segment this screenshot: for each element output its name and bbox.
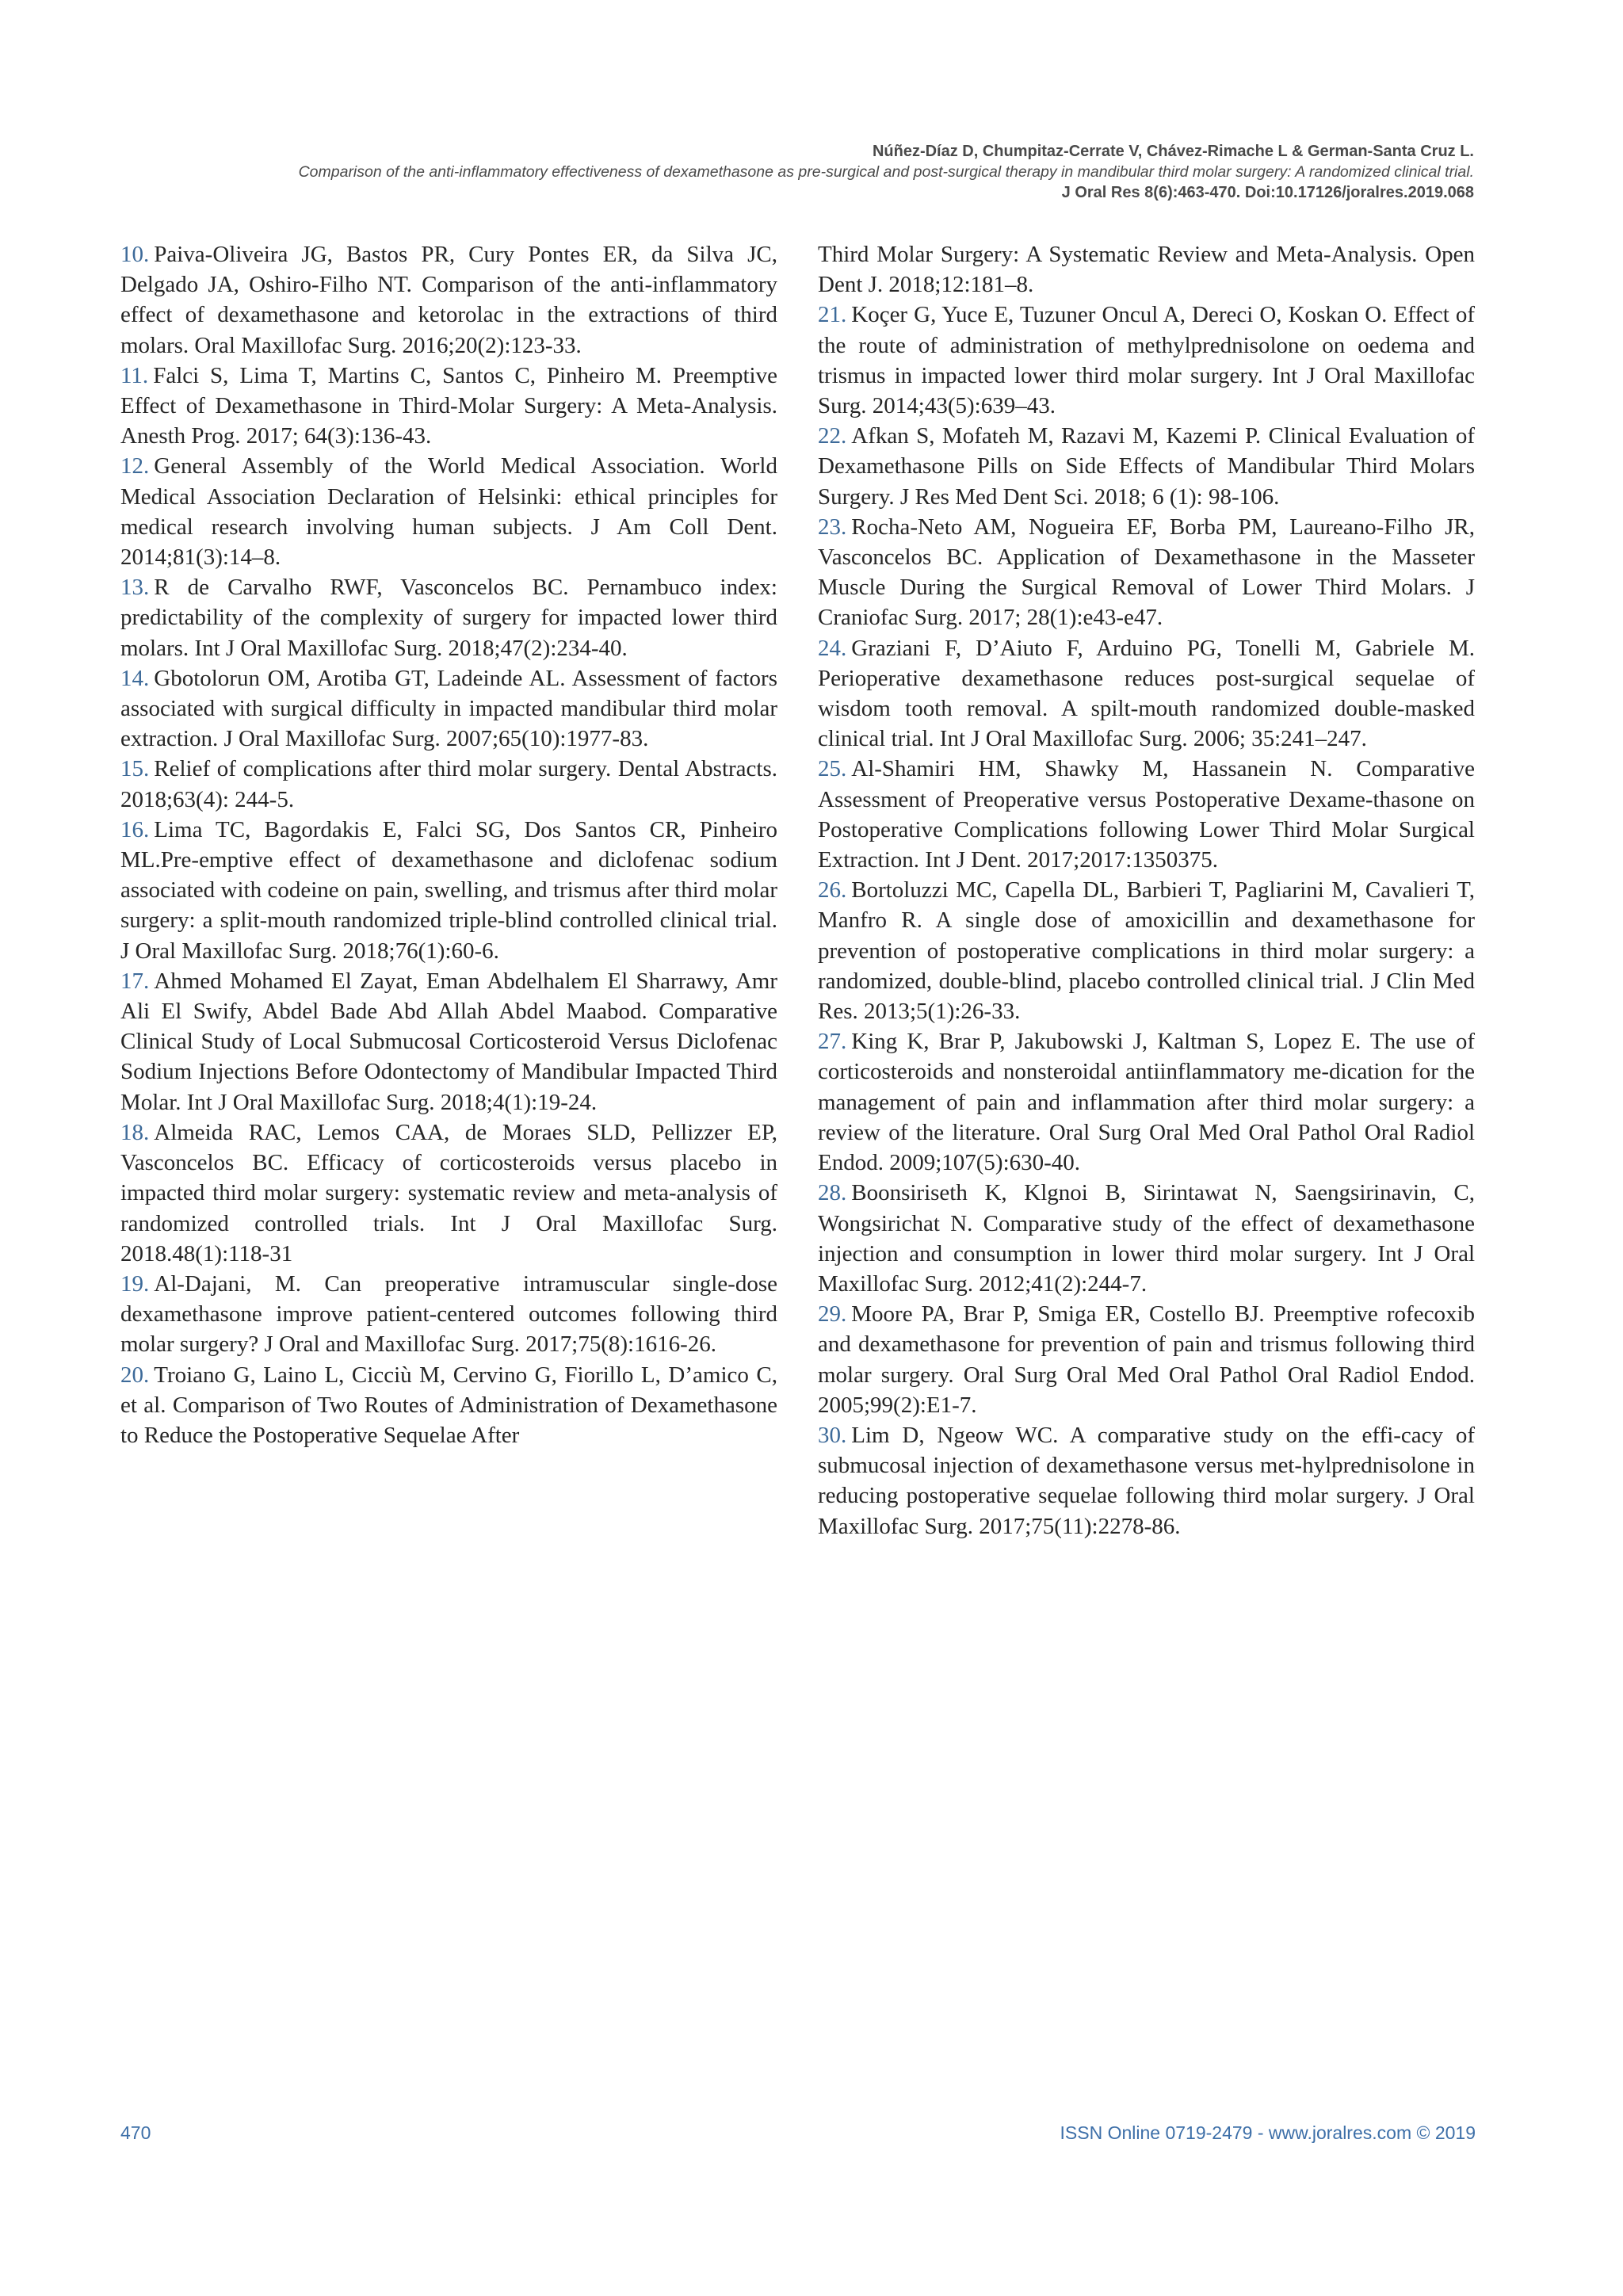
reference-number: 20. xyxy=(120,1362,150,1388)
reference-text: R de Carvalho RWF, Vasconcelos BC. Pernambuco index: predictability of the complexity of surgery for impacted lower third molars. Int J Oral Maxillofac Surg. 2018;47(2):234-40. xyxy=(120,575,777,661)
reference-number: 26. xyxy=(818,877,847,904)
reference-text: Relief of complications after third molar surgery. Dental Abstracts. 2018;63(4): 244-5. xyxy=(120,756,777,812)
reference-13 xyxy=(120,572,777,663)
references-left-column xyxy=(120,239,777,1450)
reference-text: Boonsiriseth K, Klgnoi B, Sirintawat N, Saengsirinavin, C, Wongsirichat N. Comparative study of the effect of dexamethasone injection and consumption in lower third molar surgery. Int J Oral Maxillofac Surg. 2012;41(2):244-7. xyxy=(818,1180,1475,1297)
reference-number: 13. xyxy=(120,575,150,601)
page-number: 470 xyxy=(120,2122,151,2143)
reference-12 xyxy=(120,451,777,572)
reference-24 xyxy=(818,633,1475,755)
header-article-title: Comparison of the anti-inflammatory effectiveness of dexamethasone as pre-surgical and post-surgical therapy in mandibular third molar surgery: A randomized clinical trial. xyxy=(298,163,1474,181)
reference-16 xyxy=(120,815,777,966)
reference-15 xyxy=(120,754,777,814)
reference-20-continued xyxy=(818,239,1475,300)
reference-text: Bortoluzzi MC, Capella DL, Barbieri T, Pagliarini M, Cavalieri T, Manfro R. A single dose of amoxicillin and dexamethasone for prevention of postoperative complications in third molar surgery: a randomized, double-blind, placebo controlled clinical trial. J Clin Med Res. 2013;5(1):26-33. xyxy=(818,877,1475,1025)
reference-text: Rocha-Neto AM, Nogueira EF, Borba PM, Laureano-Filho JR, Vasconcelos BC. Application of Dexamethasone in the Masseter Muscle During the Surgical Removal of Lower Third Molars. J Craniofac Surg. 2017; 28(1):e43-e47. xyxy=(818,514,1475,631)
reference-text: Ahmed Mohamed El Zayat, Eman Abdelhalem El Sharrawy, Amr Ali El Swify, Abdel Bade Abd Allah Abdel Maabod. Comparative Clinical Study of Local Submucosal Corticosteroid Versus Diclofenac Sodium Injections Before Odontectomy of Mandibular Impacted Third Molar. Int J Oral Maxillofac Surg. 2018;4(1):19-24. xyxy=(120,968,777,1115)
reference-10 xyxy=(120,239,777,361)
reference-number: 12. xyxy=(120,453,150,479)
reference-30 xyxy=(818,1420,1475,1541)
reference-number: 27. xyxy=(818,1029,847,1055)
reference-14 xyxy=(120,663,777,755)
header-authors: Núñez-Díaz D, Chumpitaz-Cerrate V, Chávez-Rimache L & German-Santa Cruz L. xyxy=(872,143,1474,160)
reference-11 xyxy=(120,361,777,452)
reference-number: 21. xyxy=(818,302,847,328)
reference-text: Graziani F, D’Aiuto F, Arduino PG, Tonelli M, Gabriele M. Perioperative dexamethasone reduces post-surgical sequelae of wisdom tooth removal. A spilt-mouth randomized double-masked clinical trial. Int J Oral Maxillofac Surg. 2006; 35:241–247. xyxy=(818,635,1475,752)
reference-text: Al-Dajani, M. Can preoperative intramuscular single-dose dexamethasone improve patient-centered outcomes following third molar surgery? J Oral and Maxillofac Surg. 2017;75(8):1616-26. xyxy=(120,1270,777,1358)
reference-text: General Assembly of the World Medical Association. World Medical Association Declaration of Helsinki: ethical principles for medical research involving human subjects. J Am Coll Dent. 2014;81(3):14–8. xyxy=(120,453,777,571)
reference-19 xyxy=(120,1269,777,1360)
header-citation: J Oral Res 8(6):463-470. Doi:10.17126/joralres.2019.068 xyxy=(1061,184,1474,201)
reference-number: 28. xyxy=(818,1180,847,1206)
reference-17 xyxy=(120,966,777,1117)
reference-text: Al-Shamiri HM, Shawky M, Hassanein N. Comparative Assessment of Preoperative versus Postoperative Dexame-thasone on Postoperative Complications following Lower Third Molar Surgical Extraction. Int J Dent. 2017;2017:1350375. xyxy=(818,756,1475,873)
reference-text: Gbotolorun OM, Arotiba GT, Ladeinde AL. Assessment of factors associated with surgical difficulty in impacted mandibular third molar extraction. J Oral Maxillofac Surg. 2007;65(10):1977-83. xyxy=(120,665,777,752)
reference-18 xyxy=(120,1117,777,1269)
reference-text: Troiano G, Laino L, Cicciù M, Cervino G, Fiorillo L, D’amico C, et al. Comparison of Two Routes of Administration of Dexamethasone to Reduce the Postoperative Sequelae After xyxy=(120,1362,777,1448)
reference-25 xyxy=(818,754,1475,875)
reference-number: 10. xyxy=(120,242,150,267)
reference-number: 24. xyxy=(818,635,847,661)
reference-26 xyxy=(818,875,1475,1026)
reference-number: 22. xyxy=(818,423,847,449)
reference-20 xyxy=(120,1360,777,1451)
reference-28 xyxy=(818,1178,1475,1299)
running-header xyxy=(32,141,1474,203)
reference-number: 23. xyxy=(818,514,847,540)
reference-number: 16. xyxy=(120,816,150,842)
reference-text: Paiva-Oliveira JG, Bastos PR, Cury Pontes ER, da Silva JC, Delgado JA, Oshiro-Filho NT. Comparison of the anti-inflammatory effect of dexamethasone and ketorolac in the extractions of third molars. Oral Maxillofac Surg. 2016;20(2):123-33. xyxy=(120,242,777,358)
reference-23 xyxy=(818,512,1475,633)
reference-number: 17. xyxy=(120,968,150,994)
reference-text: Koçer G, Yuce E, Tuzuner Oncul A, Dereci O, Koskan O. Effect of the route of administration of methylprednisolone on oedema and trismus in impacted lower third molar surgery. Int J Oral Maxillofac Surg. 2014;43(5):639–43. xyxy=(818,302,1475,419)
reference-number: 19. xyxy=(120,1270,150,1297)
journal-issn-link[interactable]: ISSN Online 0719-2479 - www.joralres.com © 2019 xyxy=(1060,2122,1476,2143)
reference-number: 29. xyxy=(818,1301,847,1328)
reference-text: Almeida RAC, Lemos CAA, de Moraes SLD, Pellizzer EP, Vasconcelos BC. Efficacy of corticosteroids versus placebo in impacted third molar surgery: systematic review and meta-analysis of randomized controlled trials. Int J Oral Maxillofac Surg. 2018.48(1):118-31 xyxy=(120,1119,777,1266)
reference-number: 14. xyxy=(120,665,150,691)
reference-number: 11. xyxy=(120,362,149,388)
reference-27 xyxy=(818,1026,1475,1178)
reference-text: Falci S, Lima T, Martins C, Santos C, Pinheiro M. Preemptive Effect of Dexamethasone in Third-Molar Surgery: A Meta-Analysis. Anesth Prog. 2017; 64(3):136-43. xyxy=(120,362,777,449)
reference-number: 30. xyxy=(818,1422,847,1448)
reference-22 xyxy=(818,421,1475,512)
reference-text: Moore PA, Brar P, Smiga ER, Costello BJ. Preemptive rofecoxib and dexamethasone for prevention of pain and trismus following third molar surgery. Oral Surg Oral Med Oral Pathol Oral Radiol Endod. 2005;99(2):E1-7. xyxy=(818,1301,1475,1418)
reference-text: Afkan S, Mofateh M, Razavi M, Kazemi P. Clinical Evaluation of Dexamethasone Pills on Side Effects of Mandibular Third Molars Surgery. J Res Med Dent Sci. 2018; 6 (1): 98-106. xyxy=(818,423,1475,510)
reference-number: 25. xyxy=(818,756,847,782)
references-right-column xyxy=(818,239,1475,1541)
reference-text: Lima TC, Bagordakis E, Falci SG, Dos Santos CR, Pinheiro ML.Pre-emptive effect of dexamethasone and diclofenac sodium associated with codeine on pain, swelling, and trismus after third molar surgery: a split-mouth randomized triple-blind controlled clinical trial. J Oral Maxillofac Surg. 2018;76(1):60-6. xyxy=(120,816,777,964)
reference-21 xyxy=(818,300,1475,421)
reference-29 xyxy=(818,1299,1475,1420)
reference-number: 18. xyxy=(120,1119,150,1145)
reference-number: 15. xyxy=(120,756,150,782)
reference-text: Lim D, Ngeow WC. A comparative study on the effi-cacy of submucosal injection of dexamethasone versus met-hylprednisolone in reducing postoperative sequelae following third molar surgery. J Oral Maxillofac Surg. 2017;75(11):2278-86. xyxy=(818,1422,1475,1539)
reference-text: King K, Brar P, Jakubowski J, Kaltman S, Lopez E. The use of corticosteroids and nonsteroidal antiinflammatory me-dication for the management of pain and inflammation after third molar surgery: a review of the literature. Oral Surg Oral Med Oral Pathol Oral Radiol Endod. 2009;107(5):630-40. xyxy=(818,1029,1475,1176)
reference-text: Third Molar Surgery: A Systematic Review and Meta-Analysis. Open Dent J. 2018;12:181–8. xyxy=(818,242,1475,298)
